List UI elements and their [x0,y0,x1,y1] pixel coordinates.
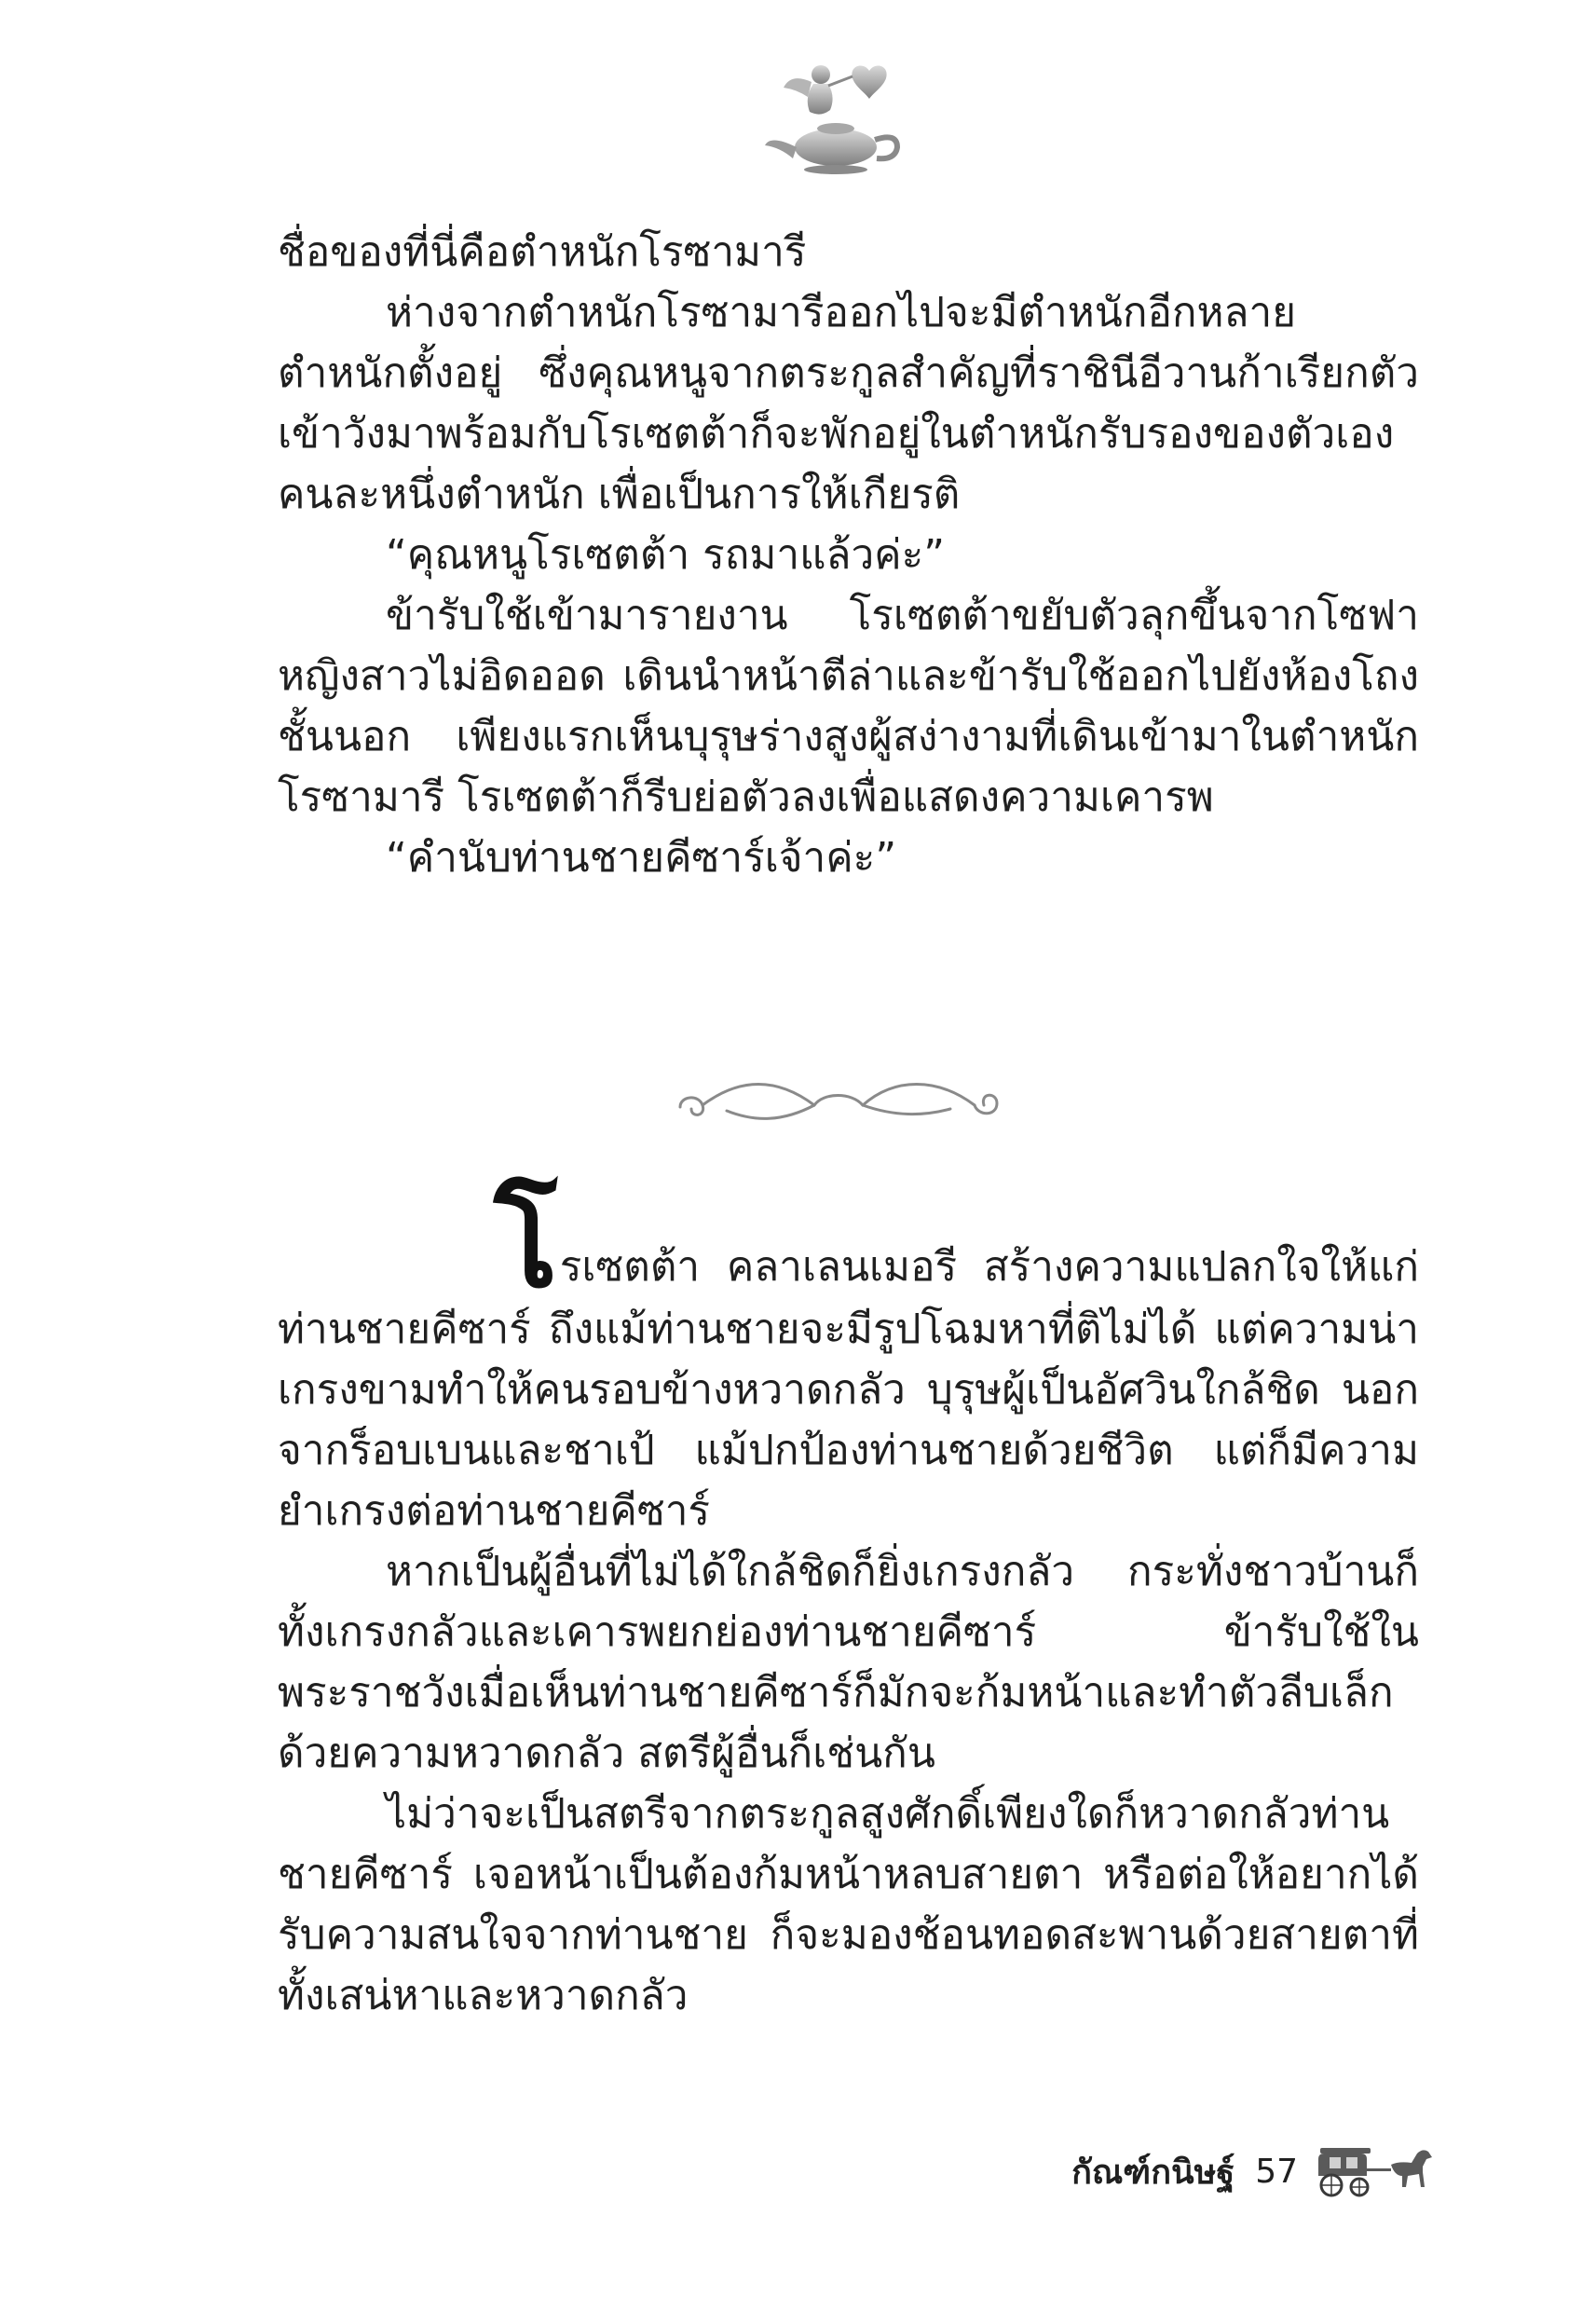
dialogue-line: “คุณหนูโรเซตต้า รถมาแล้วค่ะ” [386,531,946,579]
paragraph: หากเป็นผู้อื่นที่ไม่ได้ใกล้ชิดก็ยิ่งเกรงกลัว กระทั่งชาวบ้านก็ทั้งเกรงกลัวและเคารพยกย่องท่านชายคีซาร์ ข้ารับใช้ในพระราชวังเมื่อเห็นท่านชายคีซาร์ก็มักจะก้มหน้าและทำตัวลีบเล็กด้วยความหวาดกลัว สตรีผู้อื่นก็เช่นกัน [278,1548,1419,1777]
chapter-text-lower [278,1175,1419,2026]
paragraph: ไม่ว่าจะเป็นสตรีจากตระกูลสูงศักดิ์เพียงใดก็หวาดกลัวท่านชายคีซาร์ เจอหน้าเป็นต้องก้มหน้าหลบสายตา หรือต่อให้อยากได้รับความสนใจจากท่านชาย ก็จะมองช้อนทอดสะพานด้วยสายตาที่ทั้งเสน่หาและหวาดกลัว [278,1790,1419,2019]
paragraph: ข้ารับใช้เข้ามารายงาน โรเซตต้าขยับตัวลุกขึ้นจากโซฟา หญิงสาวไม่อิดออด เดินนำหน้าตีล่าและข้ารับใช้ออกไปยังห้องโถงชั้นนอก เพียงแรกเห็นบุรุษร่างสูงผู้สง่างามที่เดินเข้ามาในตำหนักโรซามารี โรเซตต้าก็รีบย่อตัวลงเพื่อแสดงความเคารพ [278,592,1419,821]
horse-carriage-icon [1318,2144,1439,2198]
scroll-ornament-icon [671,1072,1006,1137]
author-name: กัณฑ์กนิษฐ์ [1071,2153,1235,2192]
paragraph-text: รเซตต้า คลาเลนเมอรี สร้างความแปลกใจให้แก่ท่านชายคีซาร์ ถึงแม้ท่านชายจะมีรูปโฉมหาที่ติไม่ได้ แต่ความน่าเกรงขามทำให้คนรอบข้างหวาดกลัว บุรุษผู้เป็นอัศวินใกล้ชิด นอกจากร็อบเบนและชาเป้ แม้ปกป้องท่านชายด้วยชีวิต แต่ก็มีความยำเกรงต่อท่านชายคีซาร์ [278,1243,1419,1535]
paragraph: ห่างจากตำหนักโรซามารีออกไปจะมีตำหนักอีกหลายตำหนักตั้งอยู่ ซึ่งคุณหนูจากตระกูลสำคัญที่ราชินีอีวานก้าเรียกตัวเข้าวังมาพร้อมกับโรเซตต้าก็จะพักอยู่ในตำหนักรับรองของตัวเองคนละหนึ่งตำหนัก เพื่อเป็นการให้เกียรติ [278,289,1419,518]
page-footer [1071,2143,1439,2199]
cupid-teapot-icon [759,54,908,180]
paragraph: ชื่อของที่นี่คือตำหนักโรซามารี [278,228,807,276]
page-number: 57 [1255,2152,1298,2191]
drop-cap: โ [494,1175,558,1315]
paragraph-opening [278,1175,1419,1541]
chapter-text-upper [278,222,1419,888]
dialogue-line: “คำนับท่านชายคีซาร์เจ้าค่ะ” [386,834,897,882]
